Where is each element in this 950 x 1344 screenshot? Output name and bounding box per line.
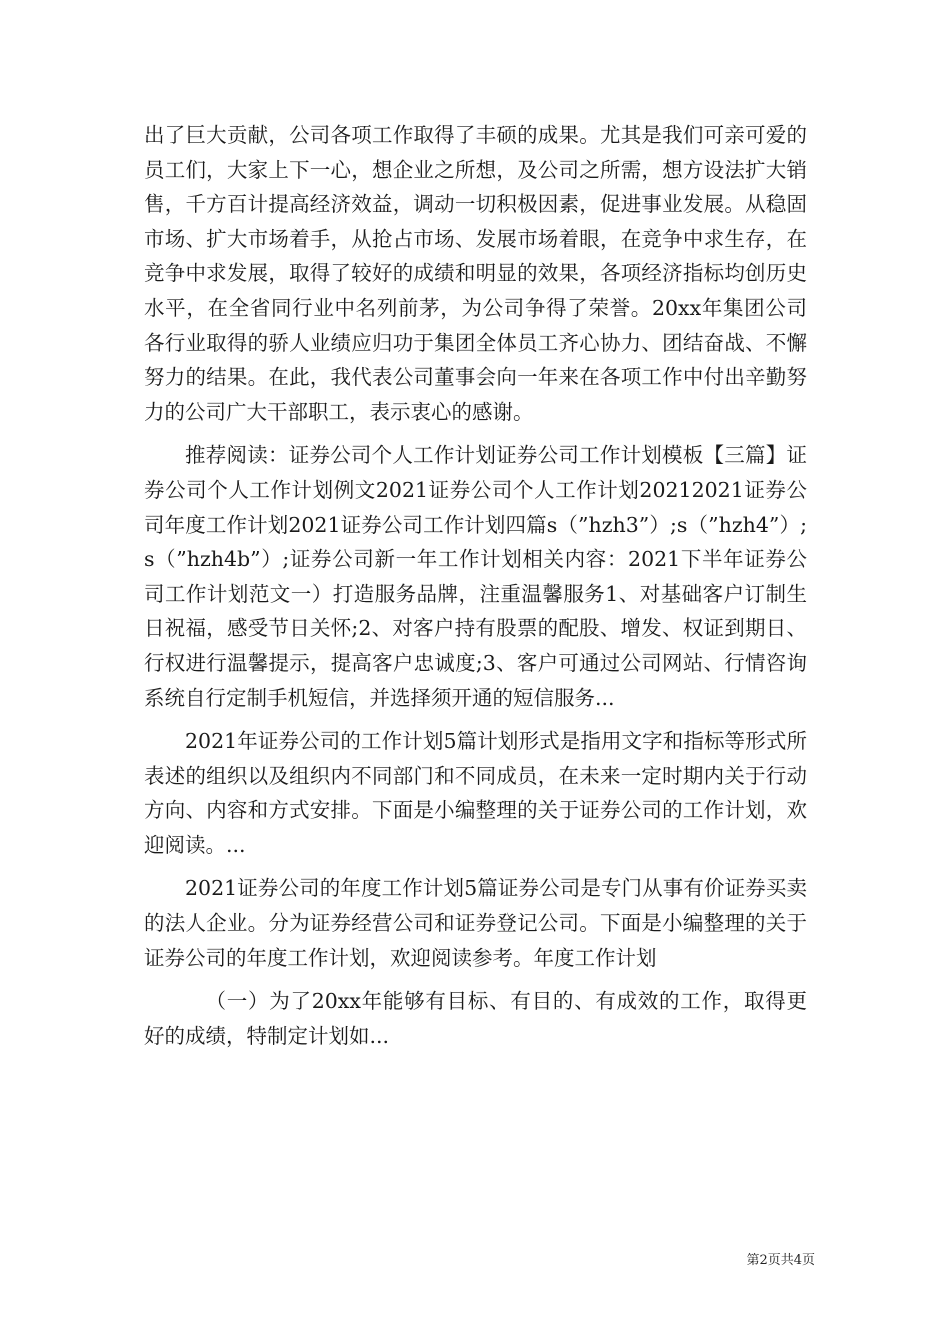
paragraph-work-plan-intro: 2021年证券公司的工作计划5篇计划形式是指用文字和指标等形式所表述的组织以及组织内不同部门和不同成员，在未来一定时期内关于行动方向、内容和方式安排。下面是小编整理的关于证券公司的工作计划，欢迎阅读。...: [144, 729, 807, 857]
paragraph-annual-plan-intro: 2021证券公司的年度工作计划5篇证券公司是专门从事有价证券买卖的法人企业。分为证券经营公司和证券登记公司。下面是小编整理的关于证券公司的年度工作计划，欢迎阅读参考。年度工作计划: [144, 876, 807, 970]
paragraph-section-one: （一）为了20xx年能够有目标、有目的、有成效的工作，取得更好的成绩，特制定计划如...: [144, 989, 807, 1048]
paragraph-continuation: 出了巨大贡献，公司各项工作取得了丰硕的成果。尤其是我们可亲可爱的员工们，大家上下一心，想企业之所想，及公司之所需，想方设法扩大销售，千方百计提高经济效益，调动一切积极因素，促进事业发展。从稳固市场、扩大市场着手，从抢占市场、发展市场着眼，在竞争中求生存，在竞争中求发展，取得了较好的成绩和明显的效果，各项经济指标均创历史水平，在全省同行业中名列前茅，为公司争得了荣誉。20xx年集团公司各行业取得的骄人业绩应归功于集团全体员工齐心协力、团结奋战、不懈努力的结果。在此，我代表公司董事会向一年来在各项工作中付出辛勤努力的公司广大干部职工，表示衷心的感谢。: [144, 123, 807, 424]
document-body: [144, 118, 807, 1062]
paragraph-recommended-reading: 推荐阅读：证券公司个人工作计划证券公司工作计划模板【三篇】证券公司个人工作计划例文2021证券公司个人工作计划20212021证券公司年度工作计划2021证券公司工作计划四篇s（”hzh3”）;s（”hzh4”）;s（”hzh4b”）;证券公司新一年工作计划相关内容：2021下半年证券公司工作计划范文一）打造服务品牌，注重温馨服务1、对基础客户订制生日祝福，感受节日关怀;2、对客户持有股票的配股、增发、权证到期日、行权进行温馨提示，提高客户忠诚度;3、客户可通过公司网站、行情咨询系统自行定制手机短信，并选择须开通的短信服务...: [144, 443, 807, 710]
page-number-footer: 第2页共4页: [746, 1253, 815, 1268]
